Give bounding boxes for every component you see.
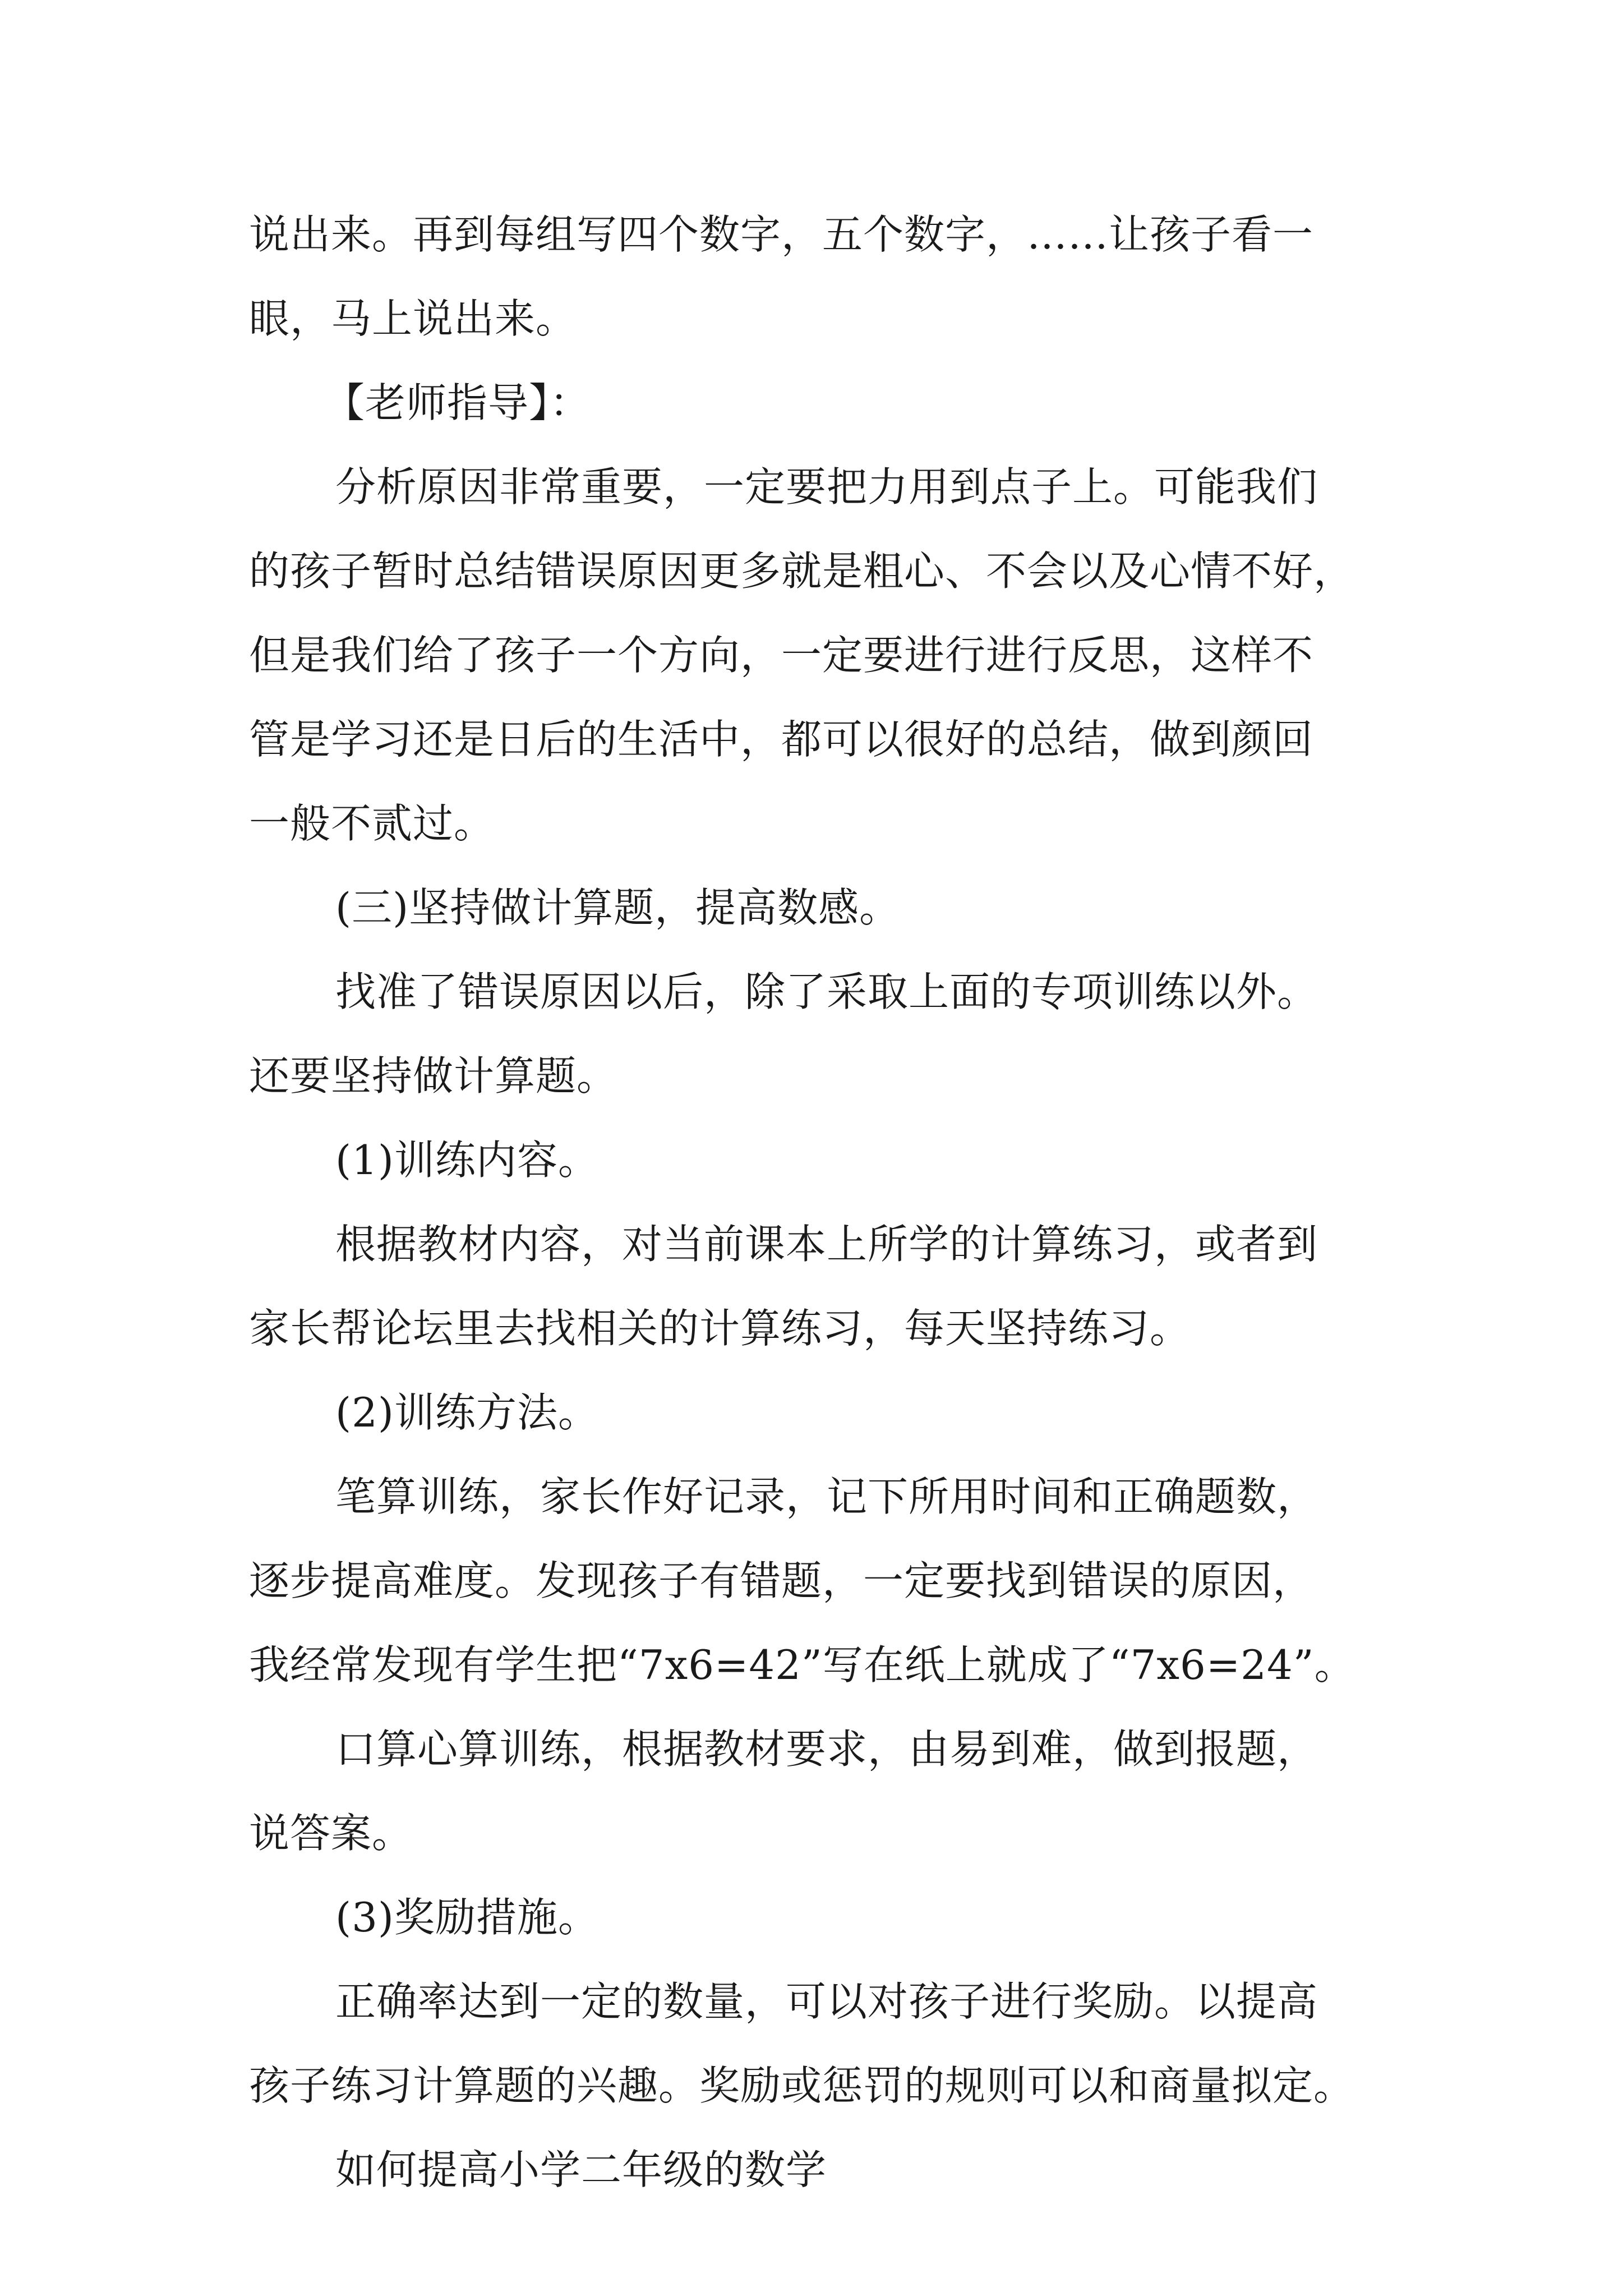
text-line: 一般不贰过。 bbox=[249, 800, 495, 847]
article-title: 如何提高小学二年级的数学 bbox=[335, 2146, 827, 2193]
subsection-heading: (1)训练内容。 bbox=[335, 1137, 599, 1184]
subsection-heading: (2)训练方法。 bbox=[335, 1389, 599, 1436]
text-line: 笔算训练，家长作好记录，记下所用时间和正确题数， bbox=[335, 1473, 1318, 1520]
text-line: 分析原因非常重要，一定要把力用到点子上。可能我们 bbox=[335, 463, 1318, 510]
text-line: 眼，马上说出来。 bbox=[249, 295, 577, 342]
text-line: 口算心算训练，根据教材要求，由易到难，做到报题， bbox=[335, 1726, 1318, 1773]
text-line: 正确率达到一定的数量，可以对孩子进行奖励。以提高 bbox=[335, 1978, 1318, 2025]
section-heading: 【老师指导】： bbox=[324, 379, 591, 426]
text-line: 逐步提高难度。发现孩子有错题，一定要找到错误的原因， bbox=[249, 1557, 1314, 1604]
text-line: 说答案。 bbox=[249, 1810, 413, 1857]
text-line: 我经常发现有学生把“7x6=42”写在纸上就成了“7x6=24”。 bbox=[249, 1641, 1355, 1688]
text-line: 家长帮论坛里去找相关的计算练习，每天坚持练习。 bbox=[249, 1305, 1191, 1352]
subsection-heading: (3)奖励措施。 bbox=[335, 1894, 599, 1941]
text-line: 但是我们给了孩子一个方向，一定要进行进行反思，这样不 bbox=[249, 632, 1314, 679]
text-line: 还要坚持做计算题。 bbox=[249, 1052, 618, 1099]
text-line: 找准了错误原因以后，除了采取上面的专项训练以外。 bbox=[335, 968, 1318, 1015]
text-line: 说出来。再到每组写四个数字，五个数字，……让孩子看一 bbox=[249, 211, 1314, 258]
section-heading: (三)坚持做计算题，提高数感。 bbox=[335, 884, 901, 931]
text-line: 孩子练习计算题的兴趣。奖励或惩罚的规则可以和商量拟定。 bbox=[249, 2062, 1355, 2109]
text-line: 根据教材内容，对当前课本上所学的计算练习，或者到 bbox=[335, 1221, 1318, 1268]
text-line: 的孩子暂时总结错误原因更多就是粗心、不会以及心情不好， bbox=[249, 547, 1355, 595]
text-line: 管是学习还是日后的生活中，都可以很好的总结，做到颜回 bbox=[249, 716, 1314, 763]
